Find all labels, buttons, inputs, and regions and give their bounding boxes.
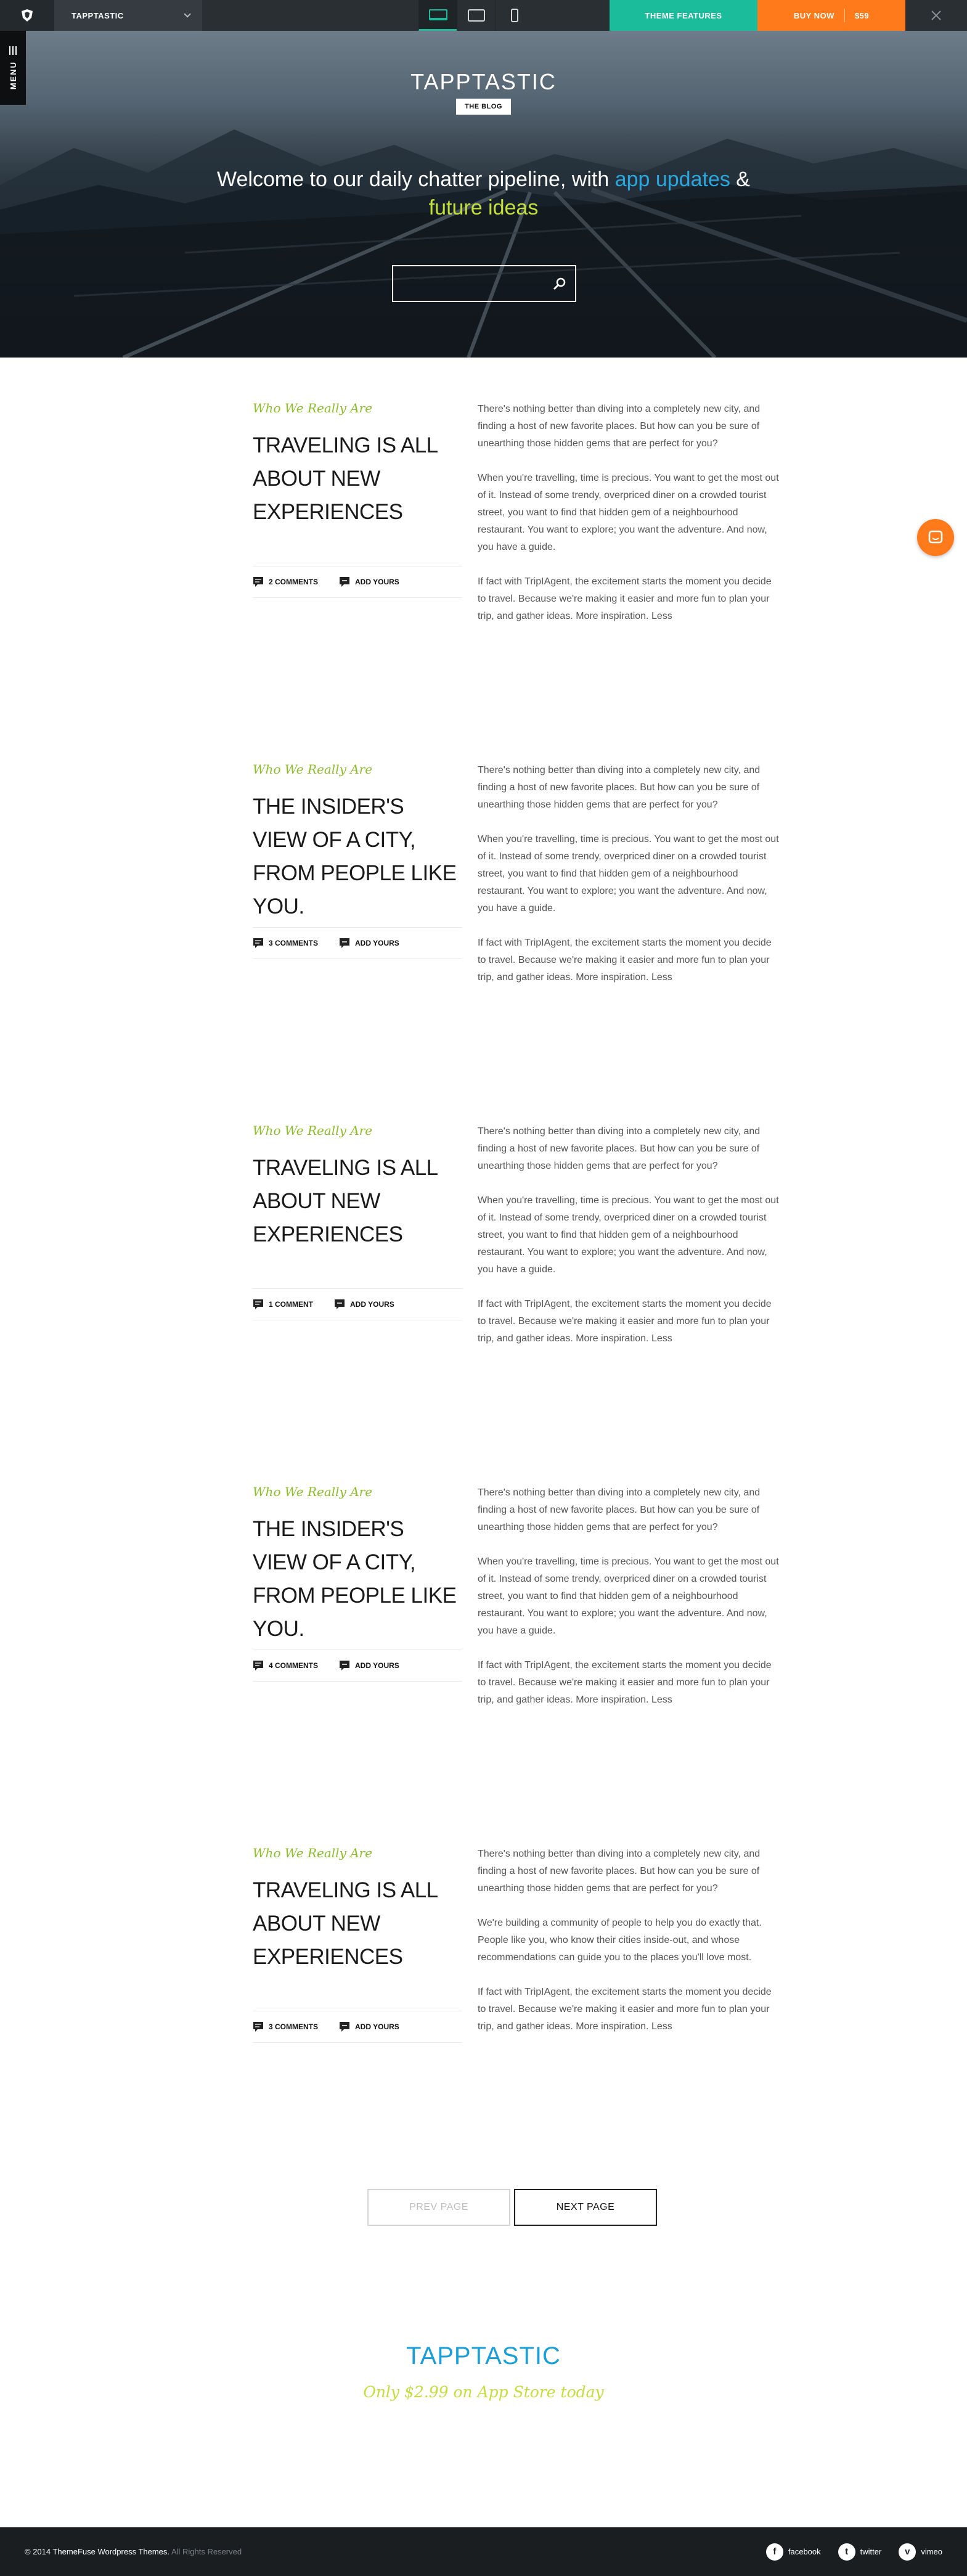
- close-preview-button[interactable]: [905, 0, 967, 31]
- facebook-icon: f: [766, 2543, 783, 2561]
- add-comment-icon: [339, 938, 350, 949]
- post-paragraph: [478, 470, 780, 556]
- twitter-icon: t: [838, 2543, 855, 2561]
- comments-count: 4 COMMENTS: [269, 1661, 319, 1670]
- comments-link[interactable]: [253, 2021, 318, 2032]
- vimeo-icon: v: [899, 2543, 916, 2561]
- comments-count: 3 COMMENTS: [269, 939, 319, 947]
- price-label: $59: [854, 10, 870, 20]
- app-promo-subtitle: Only $2.99 on App Store today: [363, 2383, 604, 2401]
- site-footer: [0, 2527, 967, 2576]
- post-paragraph-text: If fact with TripIAgent, the excitement starts the moment you decide to travel. Because we're making it easier and more fun to plan your trip, and gather ideas. More inspiration.: [478, 1987, 772, 2032]
- tagline-text-2: &: [730, 168, 750, 191]
- read-less-link[interactable]: Less: [651, 972, 672, 983]
- post-category-link[interactable]: Who We Really Are: [253, 1846, 373, 1860]
- pagination: [367, 2189, 657, 2226]
- facebook-label: facebook: [788, 2547, 821, 2556]
- hamburger-icon: [9, 46, 17, 55]
- post-header: [253, 1123, 462, 1309]
- post-paragraph-text: There's nothing better than diving into a completely new city, and finding a host of new favorite places. But how can you be sure of unearthing those hidden gems that are perfect for you?: [478, 404, 761, 449]
- social-link-facebook[interactable]: [766, 2543, 821, 2561]
- post-paragraph-text: When you're travelling, time is precious. You want to get the most out of it. Instead of some trendy, overpriced diner on a crowded tourist street, you want to find that hidden gem of a neighbourhood restaurant. You want to explore; you want the adventure. And now, you have a guide.: [478, 473, 779, 552]
- add-comment-label: ADD YOURS: [355, 2022, 399, 2031]
- add-comment-label: ADD YOURS: [355, 939, 399, 947]
- post-paragraph-text: There's nothing better than diving into a completely new city, and finding a host of new favorite places. But how can you be sure of unearthing those hidden gems that are perfect for you?: [478, 1849, 761, 1894]
- post-paragraph-text: We're building a community of people to help you do exactly that. People like you, who know their cities inside-out, and whose recommendations can guide you to the places you'll love most.: [478, 1918, 762, 1963]
- desktop-icon: [429, 9, 447, 20]
- comments-count: 1 COMMENT: [269, 1300, 313, 1309]
- post-category-link[interactable]: Who We Really Are: [253, 762, 373, 777]
- rights-text: All Rights Reserved: [171, 2547, 242, 2556]
- add-comment-icon: [334, 1299, 345, 1310]
- vimeo-label: vimeo: [921, 2547, 942, 2556]
- post-paragraph: [478, 1846, 780, 1897]
- post-excerpt: [478, 762, 780, 1004]
- brand-logo[interactable]: [0, 0, 54, 31]
- twitter-label: twitter: [860, 2547, 882, 2556]
- post-paragraph-text: If fact with TripIAgent, the excitement starts the moment you decide to travel. Because we're making it easier and more fun to plan your trip, and gather ideas. More inspiration.: [478, 938, 772, 983]
- post-meta: [253, 1288, 462, 1320]
- blog-badge: THE BLOG: [456, 99, 511, 115]
- post-category-link[interactable]: Who We Really Are: [253, 401, 373, 415]
- post-excerpt: [478, 1484, 780, 1726]
- close-icon: [931, 10, 942, 21]
- post-title[interactable]: THE INSIDER'S VIEW OF A CITY, FROM PEOPLE LIKE YOU.: [253, 1517, 457, 1641]
- add-comment-link[interactable]: [339, 938, 399, 949]
- post-excerpt: [478, 401, 780, 642]
- post-meta: [253, 566, 462, 598]
- comments-count: 3 COMMENTS: [269, 2022, 319, 2031]
- preview-topbar: [0, 0, 967, 31]
- post-title[interactable]: TRAVELING IS ALL ABOUT NEW EXPERIENCES: [253, 1878, 438, 1969]
- post-paragraph-text: There's nothing better than diving into a completely new city, and finding a host of new favorite places. But how can you be sure of unearthing those hidden gems that are perfect for you?: [478, 1487, 761, 1532]
- comments-link[interactable]: [253, 1660, 318, 1671]
- post-category-link[interactable]: Who We Really Are: [253, 1484, 373, 1499]
- theme-selector[interactable]: [54, 0, 202, 31]
- add-comment-icon: [339, 1660, 350, 1671]
- post-excerpt: [478, 1123, 780, 1365]
- tagline-highlight-app-updates: app updates: [614, 168, 730, 191]
- post-title[interactable]: TRAVELING IS ALL ABOUT NEW EXPERIENCES: [253, 1156, 438, 1246]
- post-paragraph: [478, 762, 780, 814]
- post-paragraph: [478, 1123, 780, 1175]
- site-title: TAPPTASTIC: [410, 69, 557, 94]
- shield-logo-icon: [20, 8, 35, 23]
- phone-view-button[interactable]: [495, 0, 533, 31]
- side-menu-button[interactable]: [0, 31, 26, 105]
- tagline-text-1: Welcome to our daily chatter pipeline, with: [217, 168, 615, 191]
- footer-copyright: [25, 2547, 242, 2556]
- hero-tagline: [185, 165, 782, 222]
- post-paragraph-text: There's nothing better than diving into a completely new city, and finding a host of new favorite places. But how can you be sure of unearthing those hidden gems that are perfect for you?: [478, 765, 761, 810]
- post-header: [253, 1484, 462, 1670]
- app-promo-title: TAPPTASTIC: [406, 2342, 561, 2370]
- read-less-link[interactable]: Less: [651, 1695, 672, 1705]
- comment-icon: [253, 1299, 264, 1310]
- read-less-link[interactable]: Less: [651, 611, 672, 621]
- comments-link[interactable]: [253, 938, 318, 949]
- theme-selector-label: TAPPTASTIC: [71, 10, 124, 20]
- post-paragraph: [478, 1657, 780, 1709]
- search-box: [392, 265, 576, 302]
- comment-icon: [253, 938, 264, 949]
- post-meta: [253, 927, 462, 959]
- add-comment-icon: [339, 576, 350, 587]
- search-icon: [552, 276, 567, 291]
- comment-icon: [253, 576, 264, 587]
- menu-label: MENU: [8, 60, 18, 90]
- prev-page-button[interactable]: PREV PAGE: [367, 2189, 510, 2226]
- post-title[interactable]: THE INSIDER'S VIEW OF A CITY, FROM PEOPLE LIKE YOU.: [253, 795, 457, 918]
- tagline-highlight-future-ideas: future ideas: [428, 196, 539, 219]
- post-paragraph: [478, 1296, 780, 1347]
- post-paragraph: [478, 1984, 780, 2035]
- post-meta: [253, 2011, 462, 2043]
- post-paragraph: [478, 1192, 780, 1278]
- post-paragraph: [478, 401, 780, 452]
- add-comment-link[interactable]: [339, 576, 399, 587]
- next-page-button[interactable]: NEXT PAGE: [514, 2189, 657, 2226]
- chat-button[interactable]: [917, 519, 954, 556]
- post-paragraph-text: There's nothing better than diving into a completely new city, and finding a host of new favorite places. But how can you be sure of unearthing those hidden gems that are perfect for you?: [478, 1126, 761, 1171]
- comment-icon: [253, 1660, 264, 1671]
- post-header: [253, 762, 462, 947]
- post-paragraph: [478, 1915, 780, 1966]
- social-link-vimeo[interactable]: [899, 2543, 942, 2561]
- tablet-view-button[interactable]: [457, 0, 495, 31]
- post-paragraph-text: When you're travelling, time is precious. You want to get the most out of it. Instead of some trendy, overpriced diner on a crowded tourist street, you want to find that hidden gem of a neighbourhood restaurant. You want to explore; you want the adventure. And now, you have a guide.: [478, 1556, 779, 1636]
- theme-features-button[interactable]: THEME FEATURES: [610, 0, 757, 31]
- search-input[interactable]: [393, 266, 544, 301]
- add-comment-link[interactable]: [339, 2021, 399, 2032]
- buy-divider: [844, 9, 845, 22]
- device-switcher: [418, 0, 533, 31]
- search-button[interactable]: [544, 266, 575, 301]
- post-paragraph-text: When you're travelling, time is precious. You want to get the most out of it. Instead of some trendy, overpriced diner on a crowded tourist street, you want to find that hidden gem of a neighbourhood restaurant. You want to explore; you want the adventure. And now, you have a guide.: [478, 1195, 779, 1275]
- comments-count: 2 COMMENTS: [269, 578, 319, 586]
- social-link-twitter[interactable]: [838, 2543, 882, 2561]
- add-comment-link[interactable]: [334, 1299, 394, 1310]
- add-comment-label: ADD YOURS: [355, 1661, 399, 1670]
- desktop-view-button[interactable]: [418, 0, 457, 31]
- add-comment-link[interactable]: [339, 1660, 399, 1671]
- post-meta: [253, 1650, 462, 1682]
- post-title[interactable]: TRAVELING IS ALL ABOUT NEW EXPERIENCES: [253, 433, 438, 524]
- phone-icon: [511, 9, 518, 22]
- post-excerpt: [478, 1846, 780, 2053]
- post-paragraph-text: If fact with TripIAgent, the excitement starts the moment you decide to travel. Because we're making it easier and more fun to plan your trip, and gather ideas. More inspiration.: [478, 1299, 772, 1344]
- comment-icon: [253, 2021, 264, 2032]
- post-paragraph-text: When you're travelling, time is precious. You want to get the most out of it. Instead of some trendy, overpriced diner on a crowded tourist street, you want to find that hidden gem of a neighbourhood restaurant. You want to explore; you want the adventure. And now, you have a guide.: [478, 834, 779, 914]
- post-paragraph: [478, 1484, 780, 1536]
- tablet-icon: [468, 9, 485, 22]
- read-less-link[interactable]: Less: [651, 1333, 672, 1344]
- chevron-down-icon: [184, 10, 190, 17]
- social-links: [766, 2543, 942, 2561]
- post-paragraph: [478, 831, 780, 917]
- chat-icon: [927, 529, 944, 546]
- copyright-text: © 2014 ThemeFuse Wordpress Themes.: [25, 2547, 170, 2556]
- add-comment-label: ADD YOURS: [350, 1300, 394, 1309]
- post-header: [253, 1846, 462, 2031]
- post-paragraph: [478, 1553, 780, 1640]
- comments-link[interactable]: [253, 1299, 313, 1310]
- post-paragraph-text: If fact with TripIAgent, the excitement starts the moment you decide to travel. Because we're making it easier and more fun to plan your trip, and gather ideas. More inspiration.: [478, 1660, 772, 1705]
- post-paragraph: [478, 573, 780, 625]
- add-comment-icon: [339, 2021, 350, 2032]
- buy-now-label: BUY NOW: [793, 10, 834, 20]
- post-paragraph-text: If fact with TripIAgent, the excitement starts the moment you decide to travel. Because we're making it easier and more fun to plan your trip, and gather ideas. More inspiration.: [478, 576, 772, 621]
- comments-link[interactable]: [253, 576, 318, 587]
- add-comment-label: ADD YOURS: [355, 578, 399, 586]
- buy-now-button[interactable]: [757, 0, 905, 31]
- read-less-link[interactable]: Less: [651, 2021, 672, 2032]
- post-header: [253, 401, 462, 586]
- post-category-link[interactable]: Who We Really Are: [253, 1123, 373, 1138]
- post-paragraph: [478, 934, 780, 986]
